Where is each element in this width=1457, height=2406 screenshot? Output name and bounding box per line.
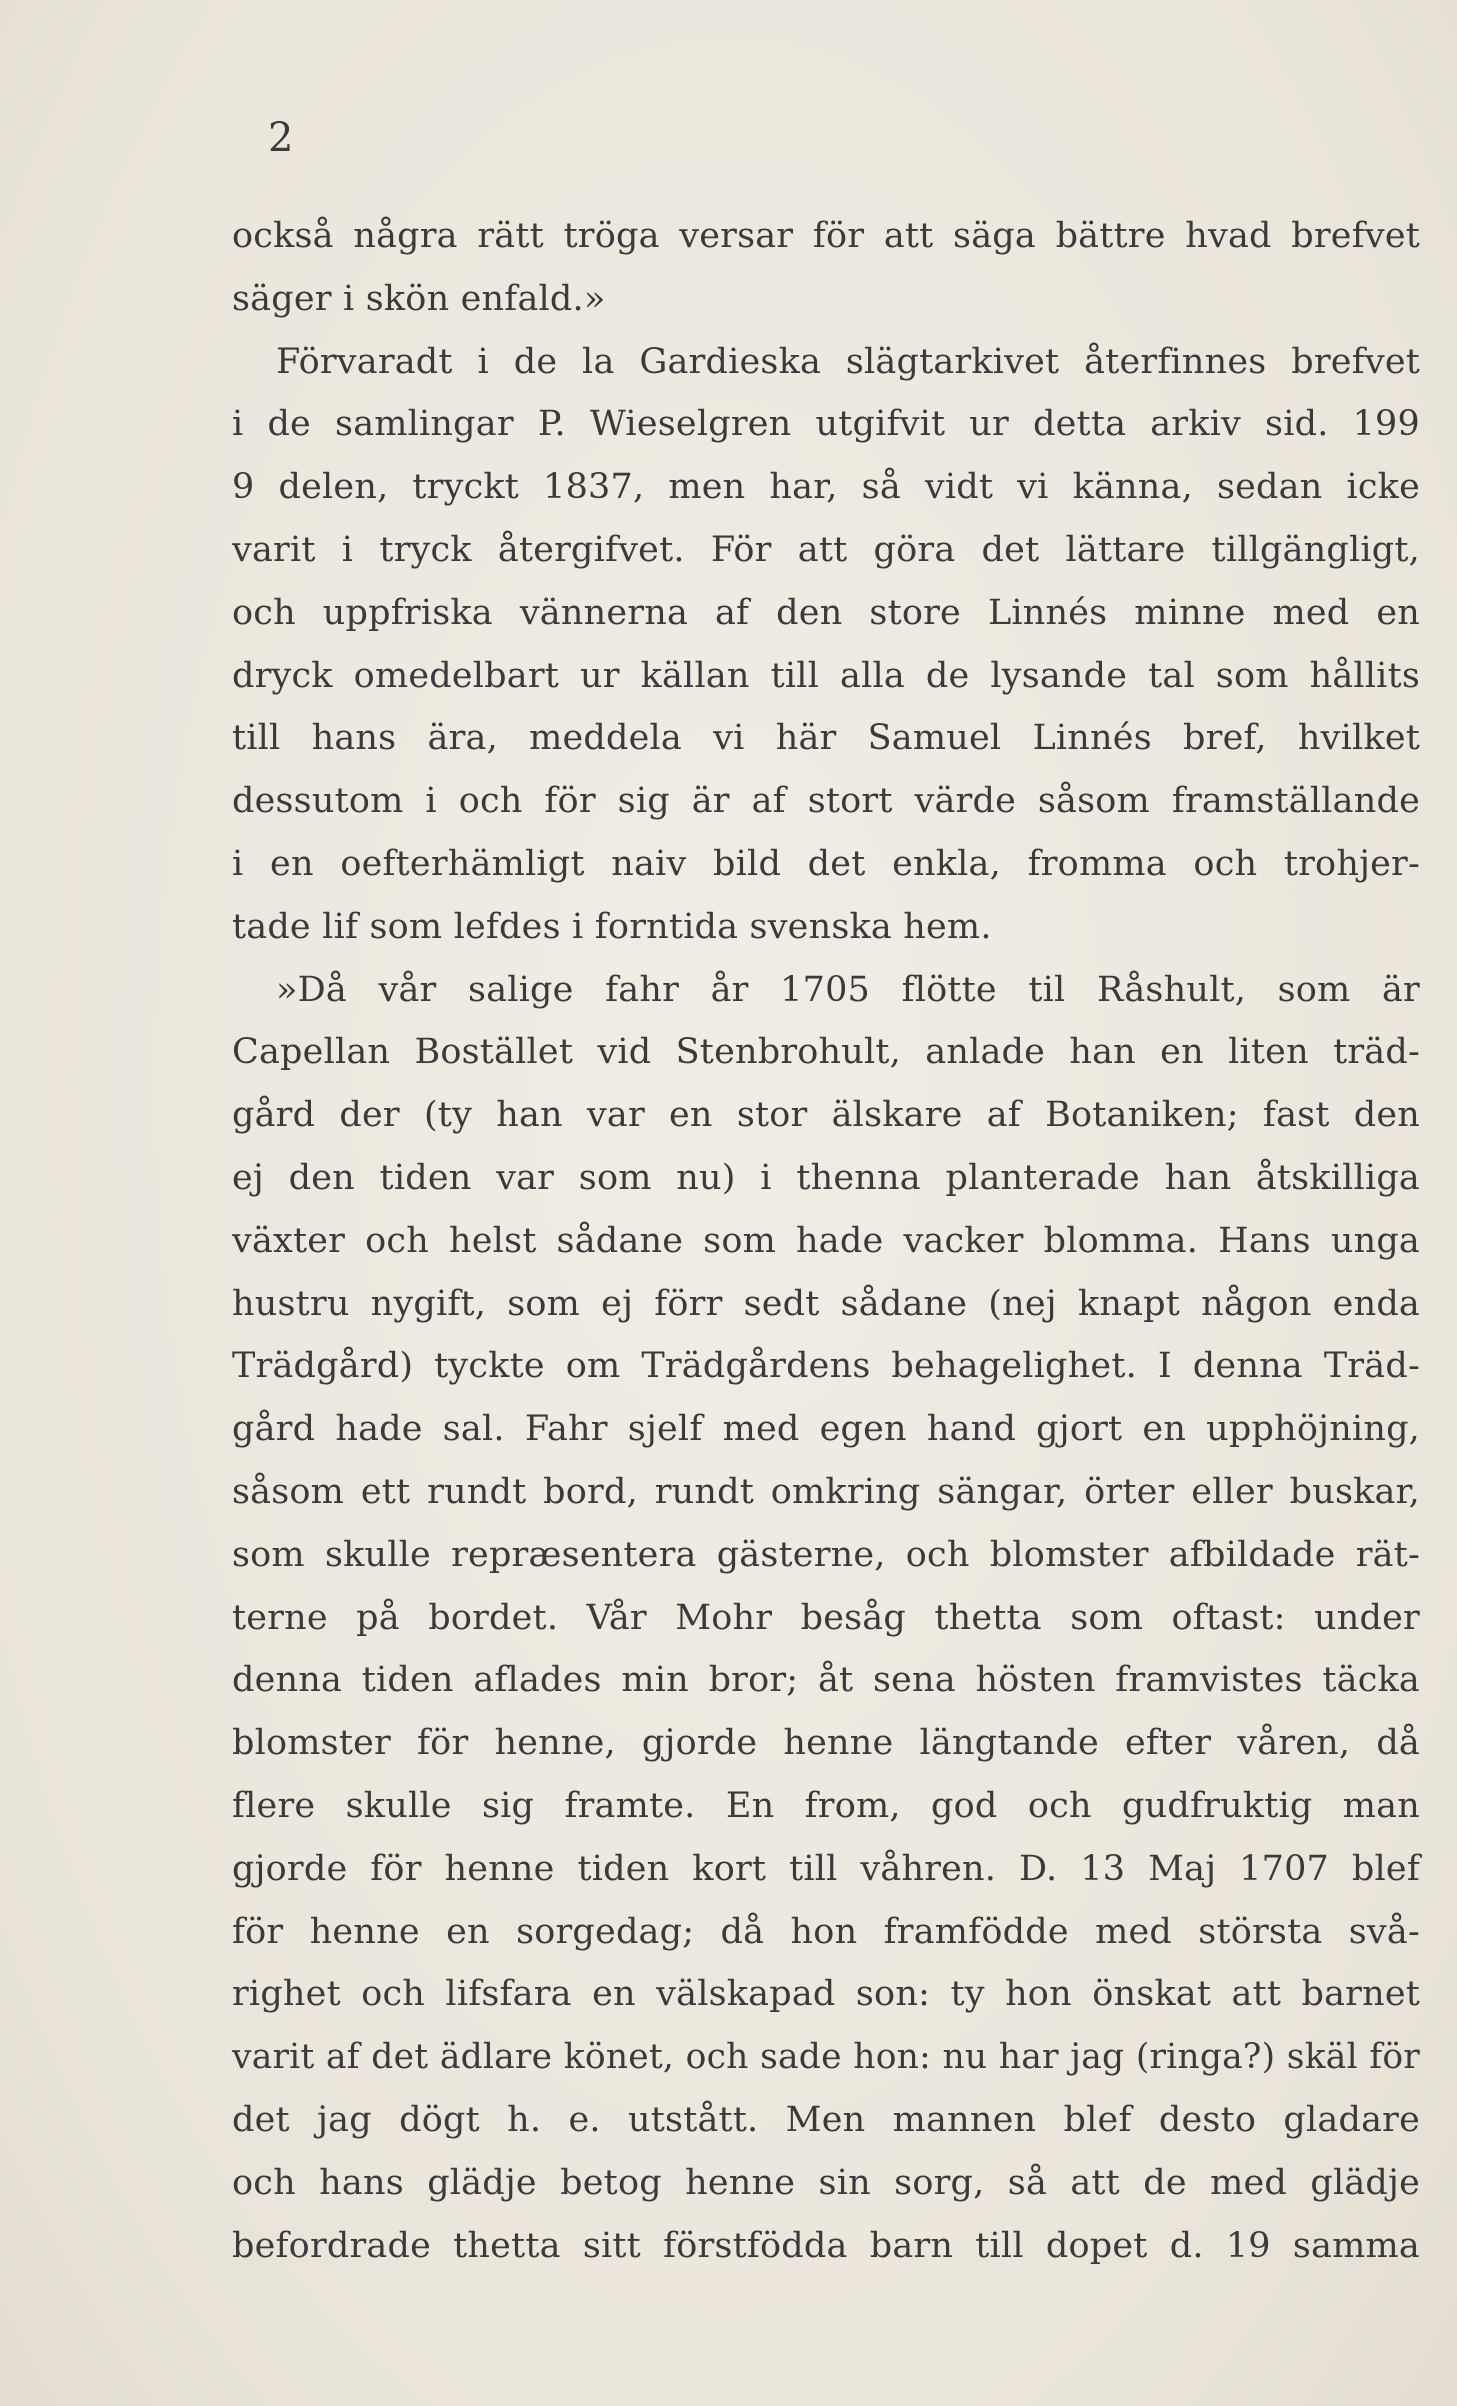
body-text — [232, 205, 1420, 2277]
text-line: Capellan Bostället vid Stenbrohult, anlade han en liten träd- — [232, 1032, 1420, 1073]
text-line: Förvaradt i de la Gardieska slägtarkivet återfinnes brefvet — [276, 341, 1420, 382]
text-line: »Då vår salige fahr år 1705 flötte til Råshult, som är — [276, 969, 1420, 1010]
text-line: 9 delen, tryckt 1837, men har, så vidt vi känna, sedan icke — [232, 467, 1420, 508]
page-number: 2 — [268, 115, 294, 161]
text-line: tade lif som lefdes i forntida svenska hem. — [232, 906, 992, 947]
text-line: också några rätt tröga versar för att säga bättre hvad brefvet — [232, 216, 1420, 256]
text-line: terne på bordet. Vår Mohr besåg thetta som oftast: under — [232, 1597, 1420, 1638]
text-line: som skulle repræsentera gästerne, och blomster afbildade rät- — [232, 1534, 1420, 1575]
text-line: flere skulle sig framte. En from, god och gudfruktig man — [232, 1785, 1420, 1826]
text-line: varit i tryck återgifvet. För att göra det lättare tillgängligt, — [232, 529, 1420, 570]
text-line: varit af det ädlare könet, och sade hon: nu har jag (ringa?) skäl för — [232, 2037, 1420, 2078]
text-line: i de samlingar P. Wieselgren utgifvit ur detta arkiv sid. 199 — [232, 404, 1420, 445]
text-line: och hans glädje betog henne sin sorg, så att de med glädje — [232, 2162, 1420, 2203]
text-line: ej den tiden var som nu) i thenna planterade han åtskilliga — [232, 1157, 1420, 1198]
text-line: till hans ära, meddela vi här Samuel Linnés bref, hvilket — [232, 718, 1420, 759]
text-line: gjorde för henne tiden kort till våhren. D. 13 Maj 1707 blef — [232, 1848, 1420, 1889]
text-line: befordrade thetta sitt förstfödda barn till dopet d. 19 samma — [232, 2225, 1420, 2266]
text-line: det jag dögt h. e. utstått. Men mannen blef desto gladare — [232, 2099, 1420, 2140]
text-line: Trädgård) tyckte om Trädgårdens behagelighet. I denna Träd- — [232, 1346, 1420, 1387]
text-line: hustru nygift, som ej förr sedt sådane (nej knapt någon enda — [232, 1283, 1420, 1324]
text-line: denna tiden aflades min bror; åt sena hösten framvistes täcka — [232, 1660, 1420, 1701]
text-line: i en oefterhämligt naiv bild det enkla, fromma och trohjer- — [232, 843, 1420, 884]
text-line: säger i skön enfald.» — [232, 278, 606, 319]
text-line: dessutom i och för sig är af stort värde såsom framställande — [232, 781, 1420, 822]
text-line: såsom ett rundt bord, rundt omkring sängar, örter eller buskar, — [232, 1471, 1420, 1512]
text-line: blomster för henne, gjorde henne längtande efter våren, då — [232, 1723, 1420, 1764]
text-line: dryck omedelbart ur källan till alla de lysande tal som hållits — [232, 655, 1420, 696]
text-line: gård hade sal. Fahr sjelf med egen hand gjort en upphöjning, — [232, 1409, 1420, 1450]
text-line: gård der (ty han var en stor älskare af Botaniken; fast den — [232, 1095, 1420, 1136]
text-line: righet och lifsfara en välskapad son: ty hon önskat att barnet — [232, 1974, 1420, 2015]
text-line: växter och helst sådane som hade vacker blomma. Hans unga — [232, 1220, 1420, 1261]
text-line: för henne en sorgedag; då hon framfödde med största svå- — [232, 1911, 1420, 1952]
text-line: och uppfriska vännerna af den store Linnés minne med en — [232, 592, 1420, 633]
